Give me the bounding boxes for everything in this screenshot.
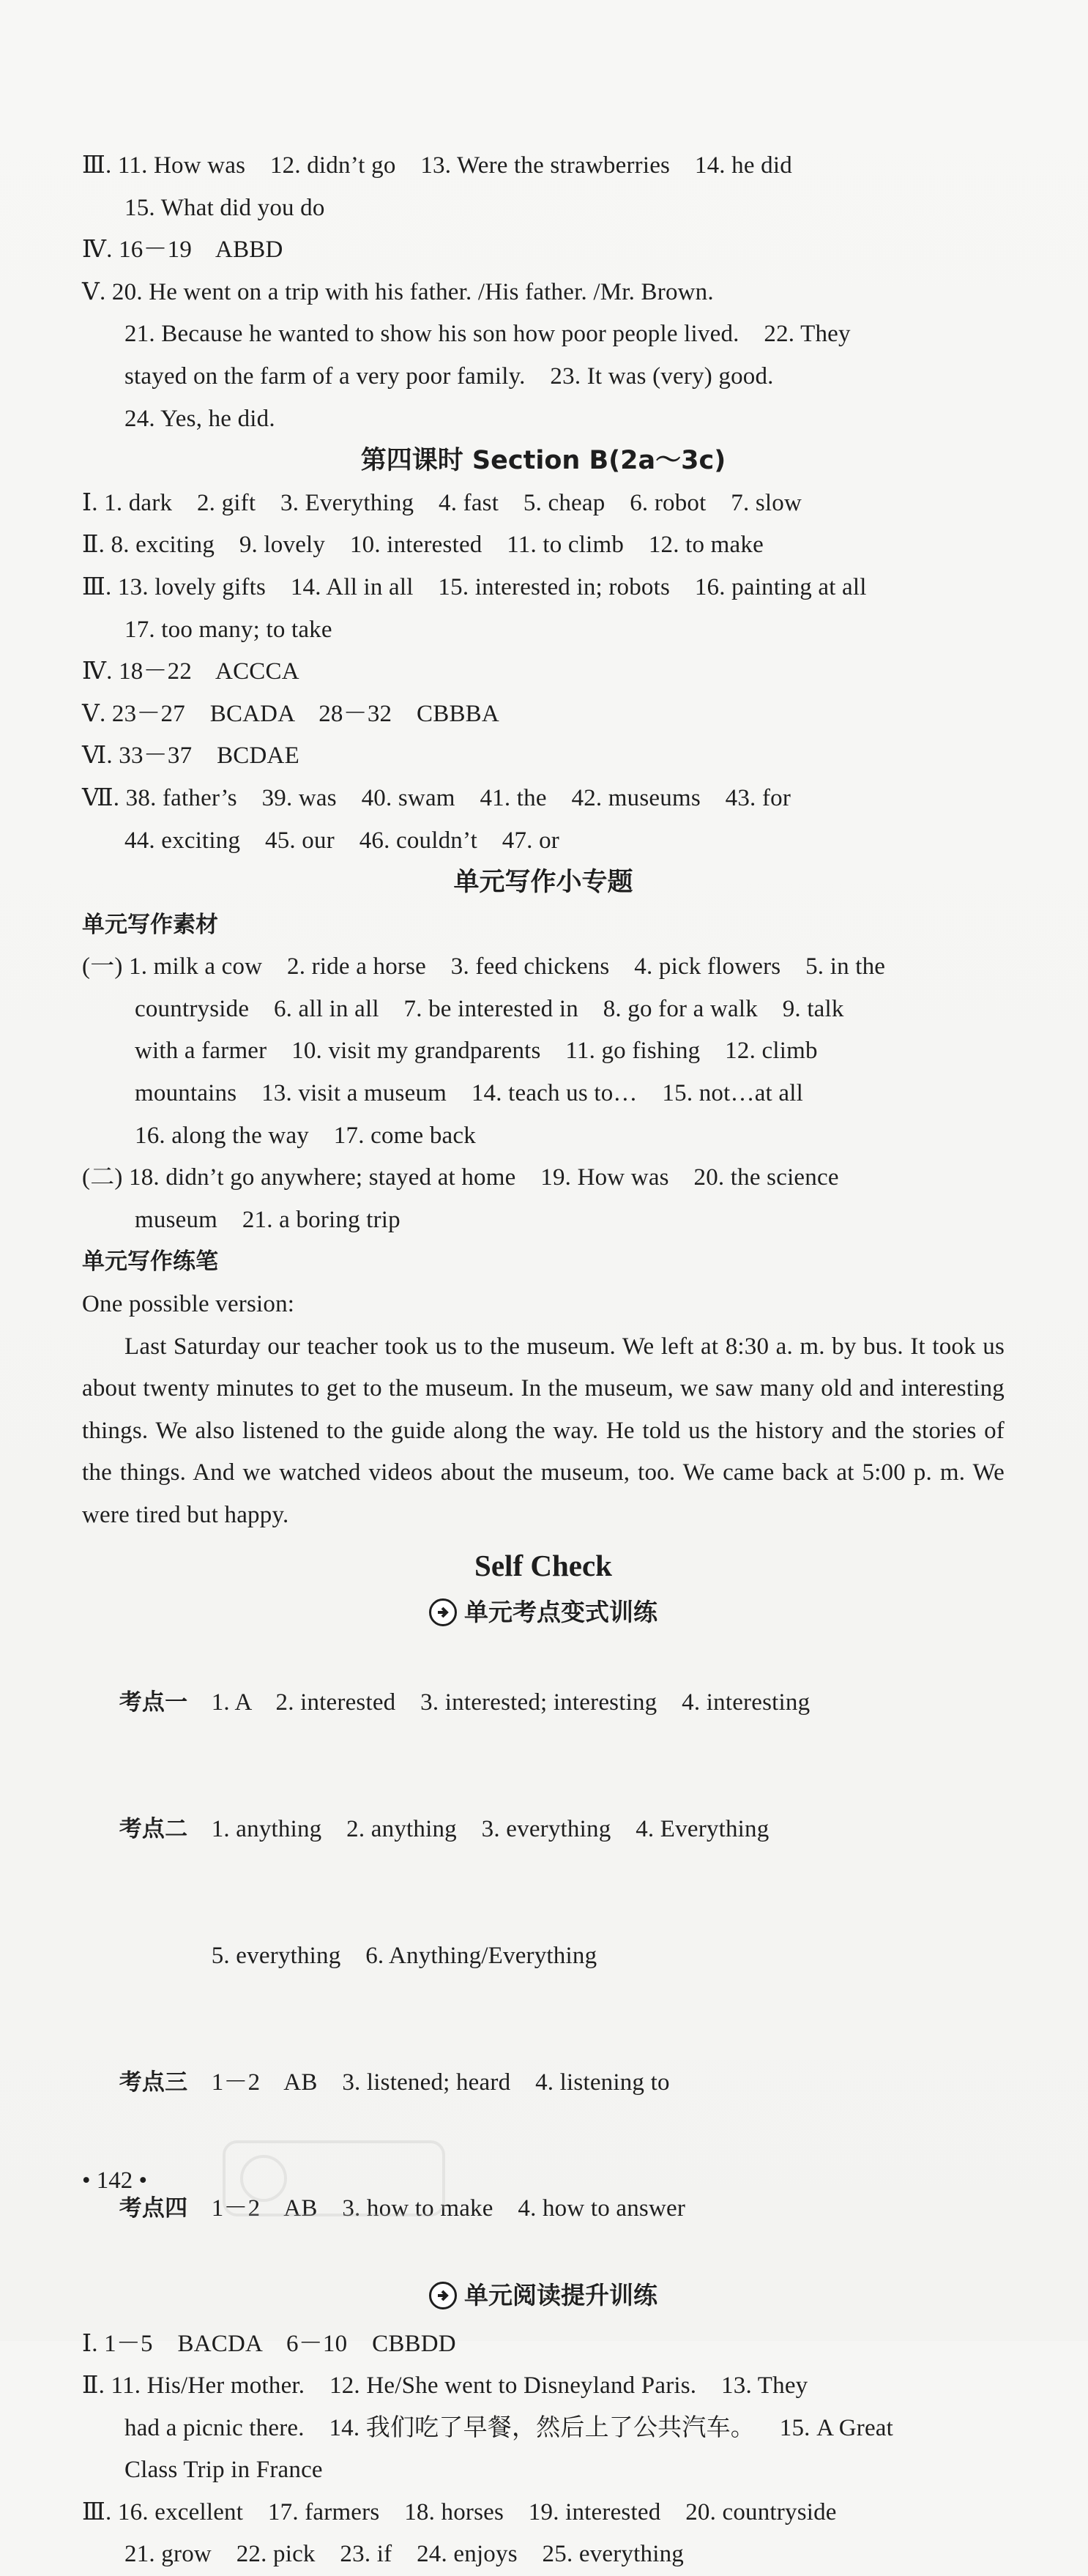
answer-line: (一) 1. milk a cow 2. ride a horse 3. feed chickens 4. pick flowers 5. in the xyxy=(82,953,886,980)
answer-line: Class Trip in France xyxy=(124,2457,323,2484)
section-heading: 第四课时 Section B(2a～3c) xyxy=(360,446,726,476)
answer-line xyxy=(82,1766,1005,1893)
answer-line xyxy=(82,2020,1005,2146)
practice-banner xyxy=(82,1590,1005,1640)
arrow-circle-icon xyxy=(429,2282,457,2309)
answer-line: Ⅲ. 11. How was 12. didn’t go 13. Were the strawberries 14. he did xyxy=(82,152,792,179)
section-heading: 单元写作小专题 xyxy=(453,868,633,898)
answer-line: 24. Yes, he did. xyxy=(124,405,275,432)
subsection-heading: 单元写作素材 xyxy=(82,911,218,938)
kaodian-label: 考点四 xyxy=(119,2195,188,2222)
kaodian-answers: 5. everything 6. Anything/Everything xyxy=(211,1942,597,1969)
answer-line: had a picnic there. 14. 我们吃了早餐，然后上了公共汽车。 15. A Great xyxy=(124,2414,894,2441)
kaodian-answers: 1. anything 2. anything 3. everything 4. Everything xyxy=(211,1815,770,1842)
kaodian-answers: 1. A 2. interested 3. interested; interesting 4. interesting xyxy=(211,1689,811,1716)
arrow-circle-icon xyxy=(429,1598,457,1626)
answer-line: 21. Because he wanted to show his son how poor people lived. 22. They xyxy=(124,321,851,348)
kaodian-label: 考点一 xyxy=(119,1689,188,1716)
answer-line: mountains 13. visit a museum 14. teach us to… 15. not…at all xyxy=(135,1080,803,1107)
answer-line: 44. exciting 45. our 46. couldn’t 47. or xyxy=(124,827,559,854)
answer-line xyxy=(82,1640,1005,1767)
answer-line: 17. too many; to take xyxy=(124,616,332,643)
answer-line: countryside 6. all in all 7. be interested in 8. go for a walk 9. talk xyxy=(135,995,844,1022)
kaodian-label: 考点三 xyxy=(119,2069,188,2096)
answer-line: (二) 18. didn’t go anywhere; stayed at home 19. How was 20. the science xyxy=(82,1164,839,1191)
watermark-logo xyxy=(220,2134,454,2222)
answer-line: stayed on the farm of a very poor family. 23. It was (very) good. xyxy=(124,362,774,390)
answer-line: 15. What did you do xyxy=(124,194,325,221)
answer-line xyxy=(82,1893,1005,2020)
answer-line: Ⅳ. 16－19 ABBD xyxy=(82,237,283,264)
answer-line: Ⅱ. 11. His/Her mother. 12. He/She went to Disneyland Paris. 13. They xyxy=(82,2372,808,2400)
answer-line: 21. grow 22. pick 23. if 24. enjoys 25. everything xyxy=(124,2541,684,2568)
answer-line: Ⅲ. 13. lovely gifts 14. All in all 15. interested in; robots 16. painting at all xyxy=(82,573,867,600)
answer-line: with a farmer 10. visit my grandparents 11. go fishing 12. climb xyxy=(135,1038,818,1065)
answer-line: Ⅳ. 18－22 ACCCA xyxy=(82,658,299,685)
banner-label: 单元考点变式训练 xyxy=(464,1597,657,1626)
kaodian-answers: 1－2 AB 3. how to make 4. how to answer xyxy=(211,2195,686,2222)
answer-line: 16. along the way 17. come back xyxy=(135,1122,476,1149)
answer-line: Ⅴ. 23－27 BCADA 28－32 CBBBA xyxy=(82,700,499,727)
answer-line: Ⅰ. 1－5 BACDA 6－10 CBBDD xyxy=(82,2330,456,2357)
answer-line: Ⅱ. 8. exciting 9. lovely 10. interested 11. to climb 12. to make xyxy=(82,532,764,559)
answer-line: Ⅶ. 38. father’s 39. was 40. swam 41. the 42. museums 43. for xyxy=(82,784,791,811)
subsection-heading: 单元写作练笔 xyxy=(82,1248,218,1276)
self-check-title: Self Check xyxy=(474,1548,612,1582)
answer-line: Ⅲ. 16. excellent 17. farmers 18. horses 19. interested 20. countryside xyxy=(82,2498,837,2525)
answer-line: museum 21. a boring trip xyxy=(135,1206,400,1233)
practice-banner xyxy=(82,2273,1005,2323)
kaodian-label: 考点二 xyxy=(119,1815,188,1842)
answer-line: One possible version: xyxy=(82,1291,295,1318)
answer-line: Ⅰ. 1. dark 2. gift 3. Everything 4. fast 5. cheap 6. robot 7. slow xyxy=(82,489,802,516)
answer-line: Ⅴ. 20. He went on a trip with his father. /His father. /Mr. Brown. xyxy=(82,278,714,305)
kaodian-answers: 1－2 AB 3. listened; heard 4. listening to xyxy=(211,2069,670,2096)
sample-essay: Last Saturday our teacher took us to the museum. We left at 8:30 a. m. by bus. It took us about twenty minutes to get to the museum. In the museum, we saw many old and interesting things. We also listened to the guide along the way. He told us the history and the stories of the things. And we watched videos about the museum, too. We came back at 5:00 p. m. We were tired but happy. xyxy=(82,1333,1005,1528)
answer-line: Ⅵ. 33－37 BCDAE xyxy=(82,742,299,770)
page-number: • 142 • xyxy=(82,2167,148,2194)
banner-label: 单元阅读提升训练 xyxy=(464,2280,657,2309)
